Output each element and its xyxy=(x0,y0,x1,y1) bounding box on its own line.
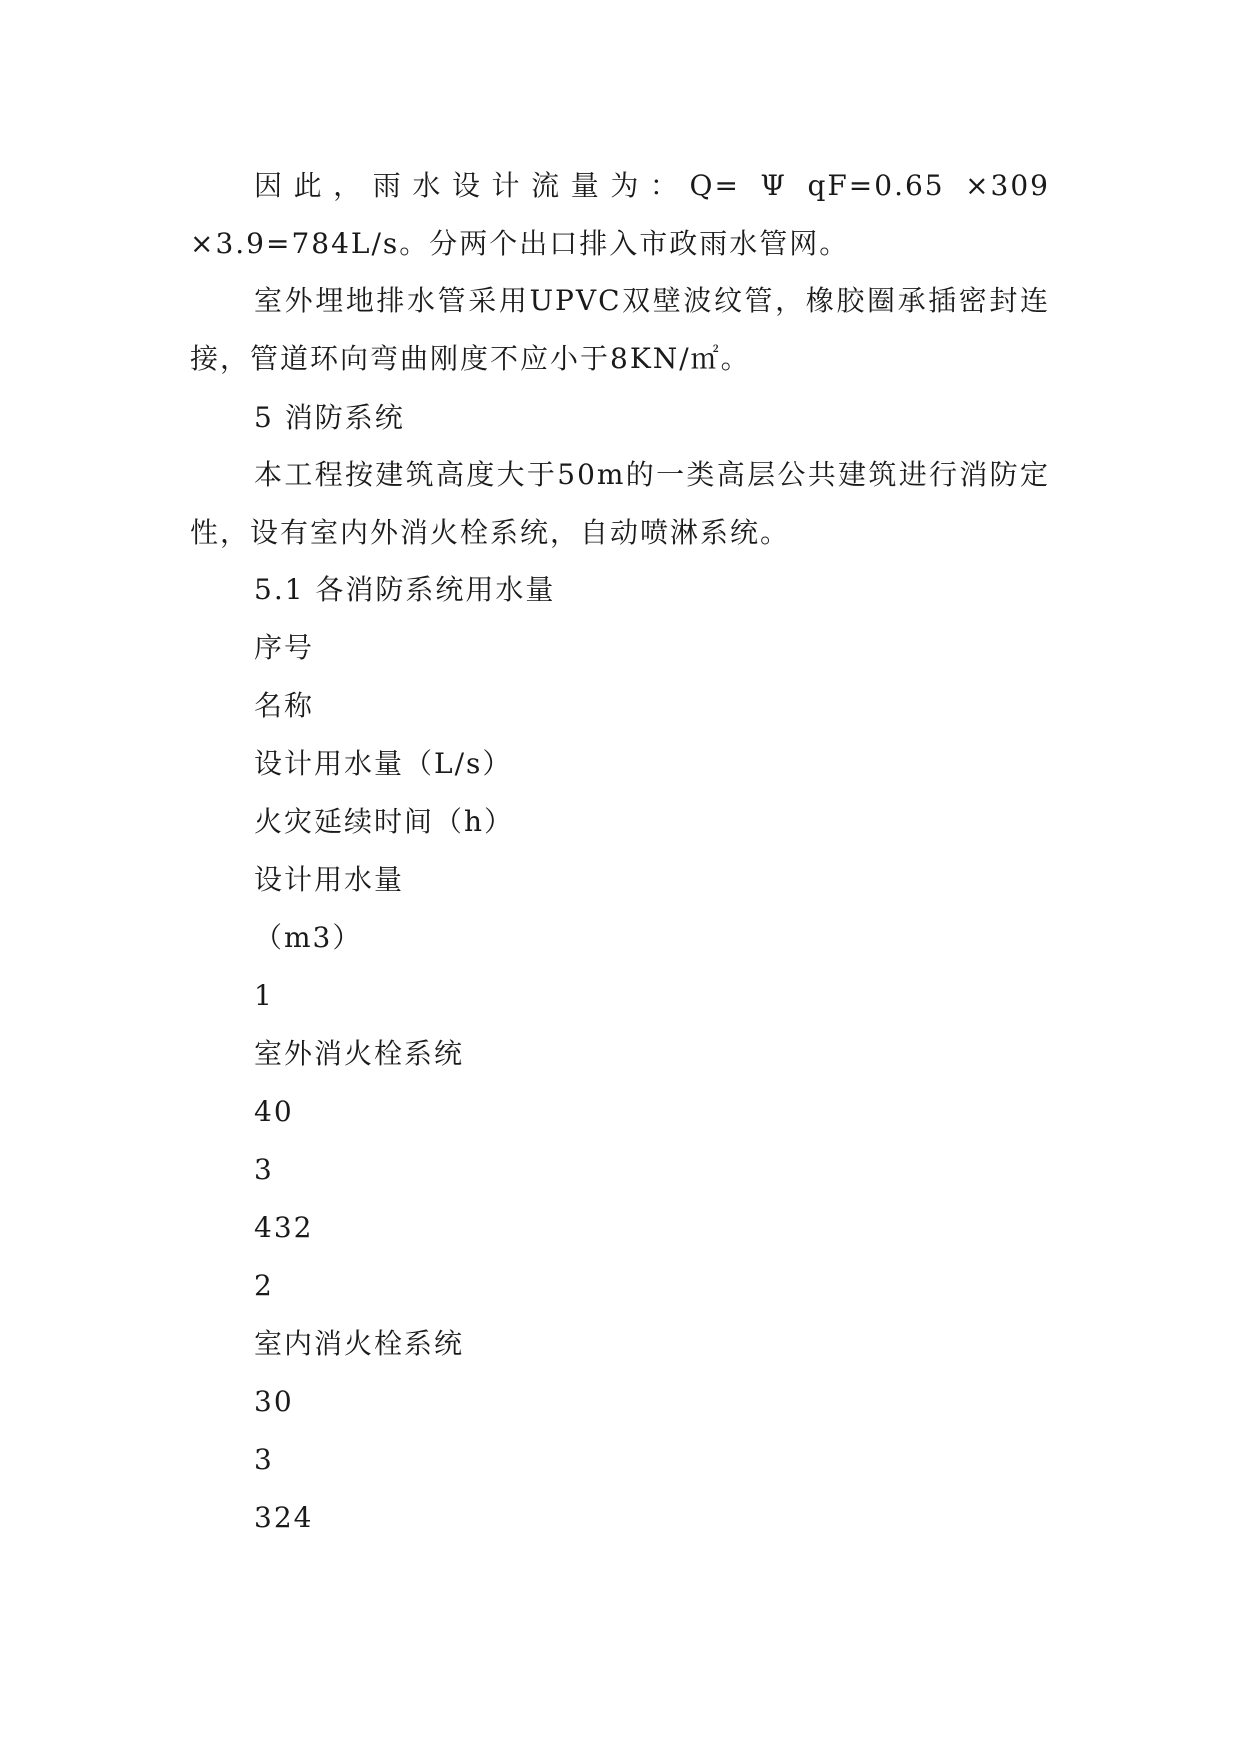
table-line: 432 xyxy=(254,1211,314,1244)
table-line: 设计用水量（L/s） xyxy=(254,747,513,780)
paragraph-fire-classification: 本工程按建筑高度大于50m的一类高层公共建筑进行消防定性，设有室内外消火栓系统，自动喷淋系统。 xyxy=(190,458,1050,549)
table-line: 3 xyxy=(254,1153,274,1186)
subsection-heading: 5.1 各消防系统用水量 xyxy=(254,573,556,606)
paragraph-drain-pipe: 室外埋地排水管采用UPVC双壁波纹管，橡胶圈承插密封连接，管道环向弯曲刚度不应小于8KN/㎡。 xyxy=(190,284,1050,375)
table-line: 序号 xyxy=(254,631,315,664)
table-line: 324 xyxy=(254,1501,314,1534)
table-line: 火灾延续时间（h） xyxy=(254,805,515,838)
table-line: 40 xyxy=(254,1095,294,1128)
paragraph-rain-flow: 因此，雨水设计流量为：Q= Ψ qF=0.65 ×309 ×3.9=784L/s。分两个出口排入市政雨水管网。 xyxy=(190,169,1050,260)
section-heading: 5 消防系统 xyxy=(254,401,405,434)
table-line: 设计用水量 xyxy=(254,863,405,896)
table-line: 1 xyxy=(254,979,274,1012)
table-line: 2 xyxy=(254,1269,274,1302)
table-line: （m3） xyxy=(254,921,363,954)
table-line: 室外消火栓系统 xyxy=(254,1037,465,1070)
table-line: 3 xyxy=(254,1443,274,1476)
table-line: 室内消火栓系统 xyxy=(254,1327,465,1360)
table-line: 30 xyxy=(254,1385,294,1418)
table-line: 名称 xyxy=(254,689,315,722)
